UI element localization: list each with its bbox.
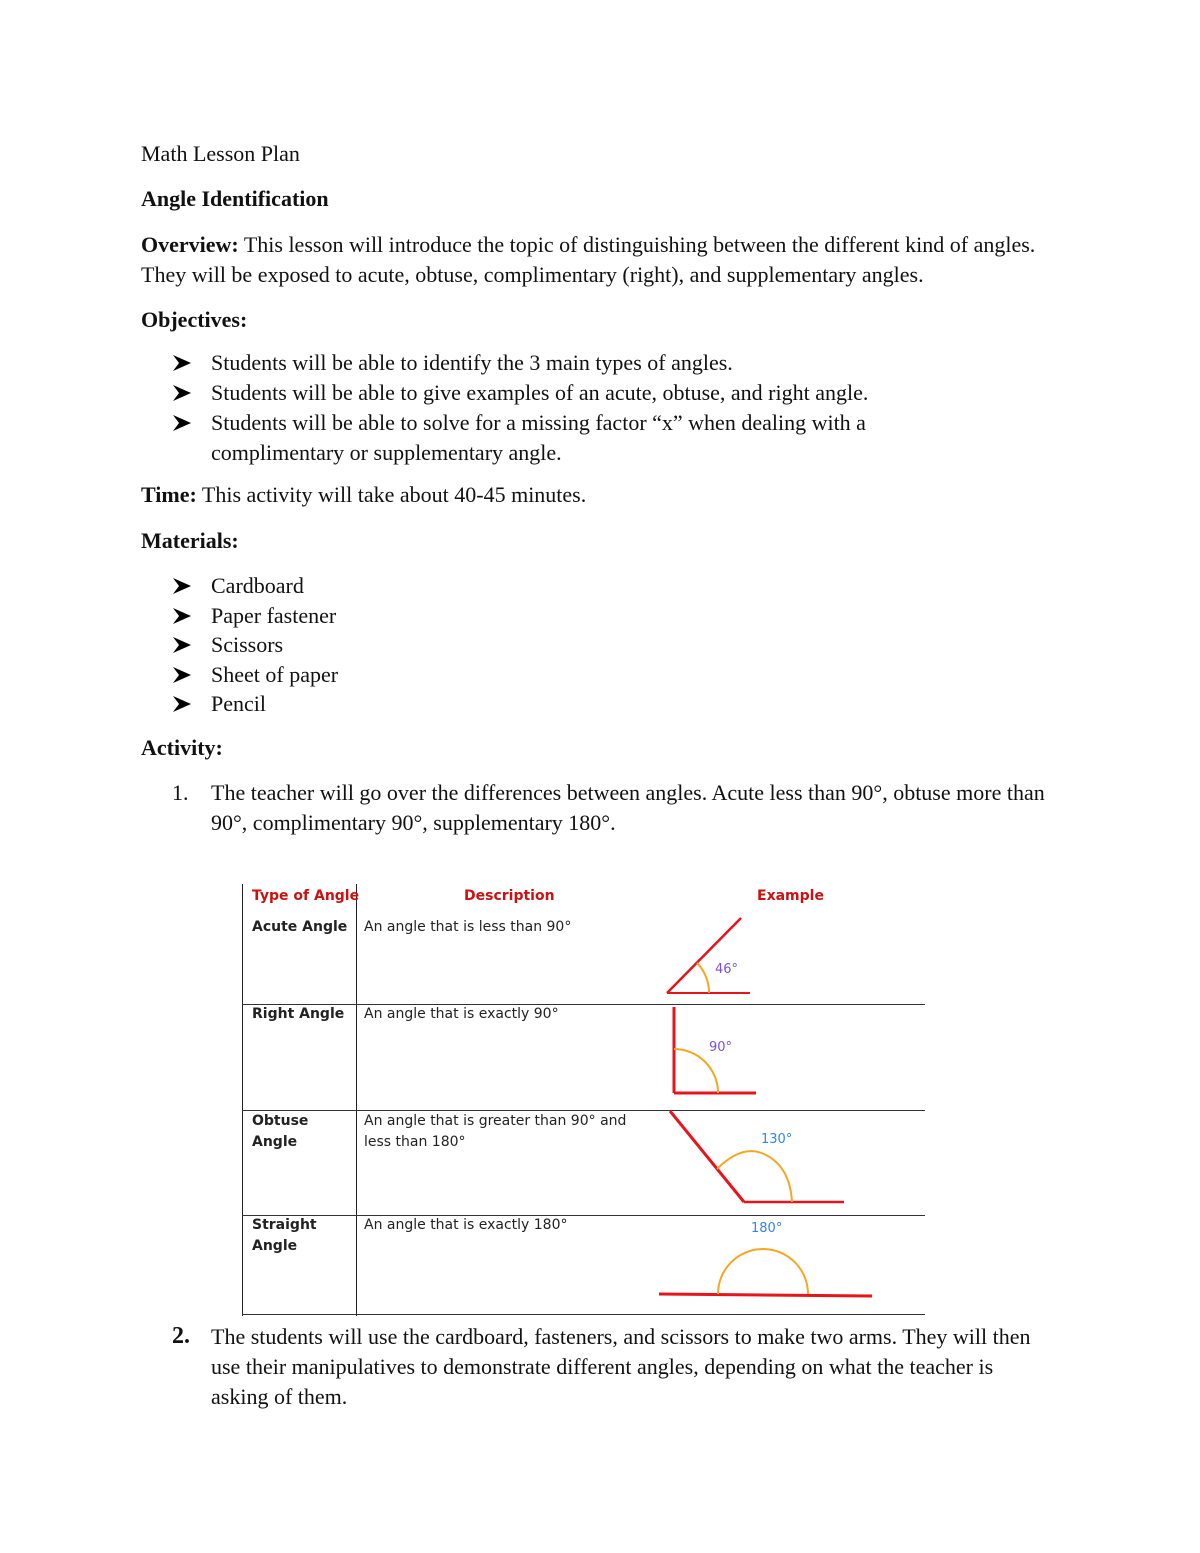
arrow-bullet-icon — [172, 607, 192, 625]
angle-desc-straight: An angle that is exactly 180° — [364, 1217, 568, 1233]
angle-desc-obtuse: An angle that is greater than 90° and less than 180° — [364, 1113, 627, 1150]
activity-steps-2 — [172, 1322, 1032, 1412]
material-text: Cardboard — [211, 573, 304, 598]
angle-name-straight: Straight Angle — [252, 1217, 317, 1254]
overview-label: Overview: — [141, 232, 239, 257]
list-item — [172, 571, 672, 601]
list-item — [172, 601, 672, 631]
list-item — [172, 378, 932, 408]
right-angle-example — [674, 1007, 756, 1093]
materials-label: Materials: — [141, 528, 239, 553]
objectives-label: Objectives: — [141, 307, 248, 332]
obtuse-angle-example — [670, 1111, 844, 1202]
angle-desc-acute: An angle that is less than 90° — [364, 919, 572, 935]
angle-arc — [697, 963, 709, 993]
arrow-bullet-icon — [172, 577, 192, 595]
document-title: Math Lesson Plan — [141, 141, 300, 166]
angle-arc — [718, 1249, 808, 1294]
list-item — [172, 778, 1062, 838]
arrow-bullet-icon — [172, 414, 192, 432]
angle-examples-graphic — [242, 884, 925, 1316]
header-type-of-angle: Type of Angle — [252, 888, 360, 904]
time-label: Time: — [141, 482, 197, 507]
step-number: 1. — [172, 780, 189, 805]
step-number: 2. — [172, 1323, 190, 1349]
arrow-bullet-icon — [172, 695, 192, 713]
arrow-bullet-icon — [172, 354, 192, 372]
angle-arc — [717, 1151, 792, 1202]
angle-name-acute: Acute Angle — [252, 919, 348, 935]
list-item — [172, 630, 672, 660]
objective-text: Students will be able to identify the 3 main types of angles. — [211, 350, 733, 375]
material-text: Paper fastener — [211, 602, 337, 628]
materials-list — [172, 571, 672, 719]
list-item — [172, 660, 672, 690]
activity-label: Activity: — [141, 735, 223, 760]
overview-text: This lesson will introduce the topic of distinguishing between the different kind of angles. They will be exposed to acute, obtuse, complimentary (right), and supplementary angles. — [141, 232, 1036, 287]
angle-desc-right: An angle that is exactly 90° — [364, 1006, 559, 1022]
angle-value-label: 130° — [761, 1132, 793, 1147]
list-item — [172, 689, 672, 719]
angle-arc — [674, 1049, 718, 1093]
angle-value-label: 46° — [715, 962, 739, 977]
angle-types-table — [242, 884, 925, 1316]
objective-text: Students will be able to give examples of an acute, obtuse, and right angle. — [211, 380, 869, 405]
time-paragraph — [141, 482, 586, 508]
step-text: The teacher will go over the differences between angles. Acute less than 90°, obtuse more than 90°, complimentary 90°, supplementary 180°. — [211, 780, 1045, 835]
list-item — [172, 408, 932, 468]
header-example: Example — [757, 888, 824, 904]
angle-name-right: Right Angle — [252, 1006, 345, 1022]
material-text: Pencil — [211, 691, 266, 716]
step-text: The students will use the cardboard, fasteners, and scissors to make two arms. They will then use their manipulatives to demonstrate different angles, depending on what the teacher is asking of them. — [211, 1324, 1031, 1409]
lesson-heading: Angle Identification — [141, 186, 329, 211]
material-text: Scissors — [211, 632, 284, 657]
angle-arm — [667, 918, 741, 993]
arrow-bullet-icon — [172, 666, 192, 684]
material-text: Sheet of paper — [211, 661, 339, 687]
activity-steps-1 — [172, 778, 1062, 838]
acute-angle-example — [667, 918, 750, 993]
header-description: Description — [464, 888, 555, 904]
overview-paragraph — [141, 230, 1071, 290]
straight-angle-example — [659, 1221, 872, 1296]
objectives-list — [172, 348, 932, 468]
objective-text: Students will be able to solve for a missing factor “x” when dealing with a complimentary or supplementary angle. — [211, 410, 866, 465]
list-item — [172, 1322, 1032, 1412]
list-item — [172, 348, 932, 378]
angle-value-label: 90° — [709, 1040, 733, 1055]
angle-name-obtuse: Obtuse Angle — [252, 1113, 309, 1150]
arrow-bullet-icon — [172, 636, 192, 654]
arrow-bullet-icon — [172, 384, 192, 402]
angle-value-label: 180° — [751, 1221, 783, 1236]
angle-arm — [659, 1294, 872, 1296]
time-text: This activity will take about 40-45 minutes. — [196, 482, 587, 507]
